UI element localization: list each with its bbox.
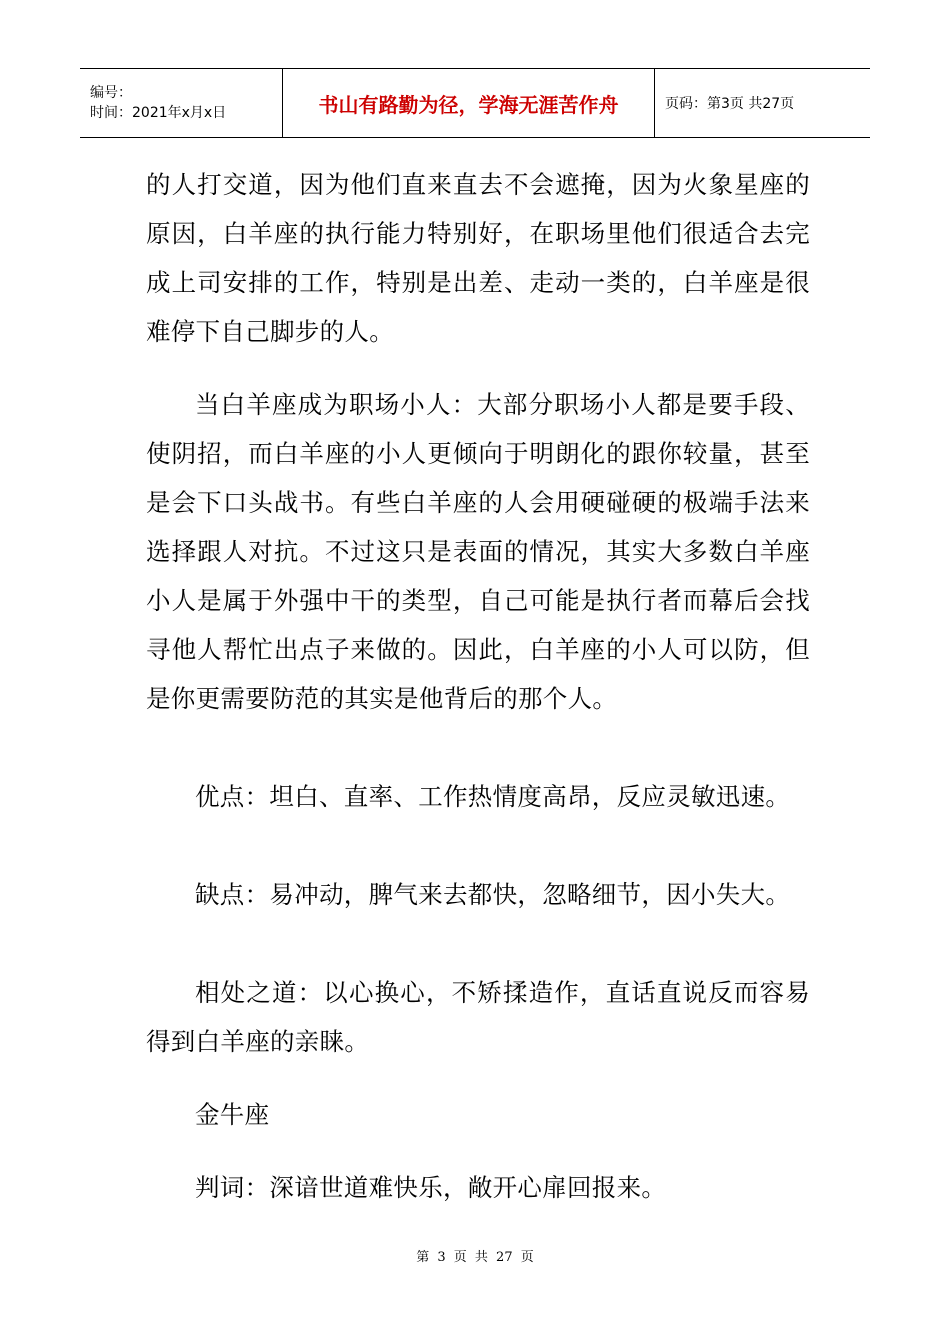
paragraph-continuation: 的人打交道，因为他们直来直去不会遮掩，因为火象星座的原因，白羊座的执行能力特别好，在职场里他们很适合去完成上司安排的工作，特别是出差、走动一类的，白羊座是很难停下自己脚步的人。 — [146, 170, 810, 346]
paragraph-getting-along: 相处之道：以心换心，不矫揉造作，直话直说反而容易得到白羊座的亲睐。 — [146, 978, 810, 1056]
page-footer: 第 3 页 共 27 页 — [416, 1250, 534, 1265]
header-page-info: 页码：第3页 共27页 — [665, 96, 795, 112]
page-header — [80, 68, 870, 138]
document-number-label: 编号： — [90, 85, 132, 101]
paragraph-workplace-villain: 当白羊座成为职场小人：大部分职场小人都是要手段、使阴招，而白羊座的小人更倾向于明朗化的跟你较量，甚至是会下口头战书。有些白羊座的人会用硬碰硬的极端手法来选择跟人对抗。不过这只是表面的情况，其实大多数白羊座小人是属于外强中干的类型，自己可能是执行者而幕后会找寻他人帮忙出点子来做的。因此，白羊座的小人可以防，但是你更需要防范的其实是他背后的那个人。 — [146, 390, 810, 713]
section-heading-taurus: 金牛座 — [195, 1100, 270, 1129]
document-date: 时间：2021年x月x日 — [90, 105, 227, 121]
paragraph-strengths: 优点：坦白、直率、工作热情度高昂，反应灵敏迅速。 — [195, 782, 791, 811]
document-body — [146, 160, 810, 1212]
paragraph-weaknesses: 缺点：易冲动，脾气来去都快，忽略细节，因小失大。 — [195, 880, 791, 909]
header-meta — [80, 69, 283, 137]
header-motto: 书山有路勤为径，学海无涯苦作舟 — [283, 69, 655, 137]
paragraph-verdict: 判词：深谙世道难快乐，敞开心扉回报来。 — [195, 1173, 667, 1202]
